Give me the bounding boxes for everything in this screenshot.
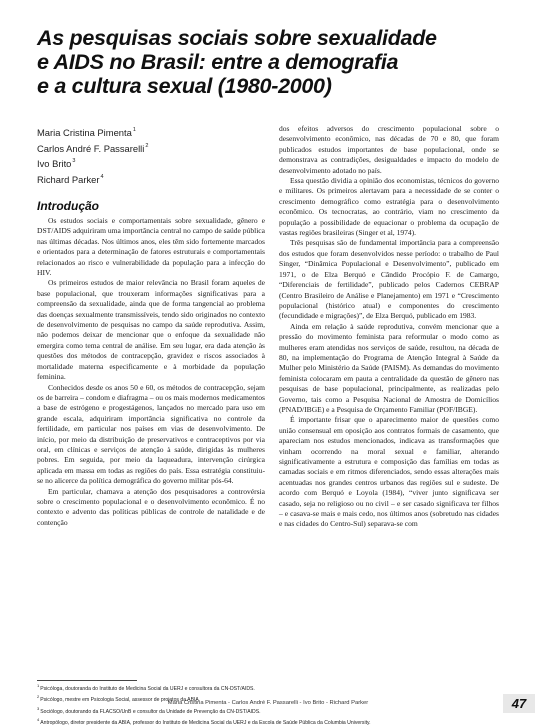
paragraph: dos efeitos adversos do crescimento populacional sobre o desenvolvimento econômico, nas décadas de 70 e 80, que foram publicados estudos importantes de base populacional, onde se demonstrava as contradições, desigualdades e impacto do modelo de desenvolvimento adotado no país. xyxy=(279,124,499,175)
footnote-marker: 2 xyxy=(145,142,149,149)
title-line-1: As pesquisas sociais sobre sexualidade xyxy=(37,26,437,50)
author: Richard Parker$^4$ xyxy=(37,173,104,185)
left-column xyxy=(37,216,265,528)
page-number: 47 xyxy=(511,696,527,711)
paragraph: Em particular, chamava a atenção dos pesquisadores a controvérsia sobre o crescimento populacional e o desenvolvimento econômico. É no contexto e advento das políticas públicas de controle de natalidade e de contenção xyxy=(37,486,265,527)
title-line-2: e AIDS no Brasil: entre a demografia xyxy=(37,50,399,74)
footnote: $^4$Antropólogo, diretor presidente da ABIA, professor do Instituto de Medicina Social da UERJ e da Escola de Saúde Pública da Columbia University. xyxy=(37,717,371,727)
footnote: $^3$Sociólogo, doutorando da FLACSO/UnB e consultor da Unidade de Prevenção da CN-DST/AIDS. xyxy=(37,705,261,715)
article-title xyxy=(37,26,507,98)
author: Ivo Brito$^3$ xyxy=(37,158,76,169)
paragraph: Os primeiros estudos de maior relevância no Brasil foram aqueles de base populacional, que trouxeram informações significativas para a compreensão da sexualidade, ainda que de forma tangencial ao problema das doenças sexualmente transmissíveis, tendo sido originados no contexto de desenvolvimento de pesquisas no campo da saúde reprodutiva. Assim, não podemos deixar de mencionar que o enfoque da sexualidade não emergira como tema central de análise. Em seu lugar, era dada atenção às questões dos métodos de contracepção, gravidez e riscos associados à mortalidade materna especificamente e à morbidade da população feminina. xyxy=(37,278,265,382)
title-line-3: e a cultura sexual (1980-2000) xyxy=(37,74,332,98)
running-footer: Maria Cristina Pimenta - Carlos André F. Passarelli - Ivo Brito - Richard Parker xyxy=(167,700,369,706)
footnote-marker: 1 xyxy=(132,127,136,133)
footnote: $^2$Psicólogo, mestre em Psicologia Social, assessor de projetos da ABIA. xyxy=(37,694,201,704)
author: Maria Cristina Pimenta$^1$ xyxy=(37,127,136,138)
right-column xyxy=(279,124,499,530)
paragraph: Três pesquisas são de fundamental importância para a compreensão dos estudos que foram desenvolvidos nesse período: o trabalho de Paul Singer, “Dinâmica Populacional e Desenvolvimento”, publicado em 1971, o de Elza Berquó e Cândido Procópio F. de Camargo, “Diferenciais de fertilidade”, publicado pelos Cadernos CEBRAP (Centro Brasileiro de Análise e Planejamento) em 1971 e “Crescimento populacional (histórico atual) e componentes do crescimento (fecundidade e migrações)”, de Elza Berquó, publicado em 1983. xyxy=(279,238,499,321)
paragraph: Conhecidos desde os anos 50 e 60, os métodos de contracepção, sejam os de barreira – condom e diafragma – ou os mais modernos medicamentos a base de estrógeno e progestágenos, lançados no mercado para uso em grande escala, adquiriram importância significativa no controle da fertilidade, em particular nos países em vias de desenvolvimento. De início, por meio da distribuição de preservativos e contraceptivos por via oral, em clínicas e serviços de atenção à saúde, dirigidas às mulheres pobres. Em seguida, por meio da laqueadura, intervenção cirúrgica aplicada em massa em todas as regiões do país. Essa estratégia constituiu-se no alicerce da política demográfica do governo militar pós-64. xyxy=(37,382,265,486)
footnote-marker: 3 xyxy=(72,158,76,164)
footnote-marker: 4 xyxy=(100,173,104,180)
footnote-divider xyxy=(37,680,137,681)
footnote: $^1$Psicóloga, doutoranda do Instituto de Medicina Social da UERJ e consultora da CN-DST/AIDS. xyxy=(37,683,255,692)
section-heading: Introdução xyxy=(37,199,99,213)
paragraph: Ainda em relação à saúde reprodutiva, convém mencionar que a pressão do movimento feminista para reformular o modo como as mulheres eram atendidas nos serviços de saúde, resultou, na década de 80, na implementação do Programa de Atenção Integral à Saúde da Mulher pelo Ministério da Saúde (PAISM). As demandas do movimento feminista colocaram em pauta a centralidade da questão de gênero nas pesquisas de base populacional, principalmente, as realizadas pelo Governo, tais como a Pesquisa Nacional de Amostra de Domicílios (PNAD/IBGE) e a Pesquisa de Orçamento Familiar (POF/IBGE). xyxy=(279,321,499,414)
author: Carlos André F. Passarelli$^2$ xyxy=(37,142,149,154)
paragraph: Essa questão dividia a opinião dos economistas, técnicos do governo e militares. Os primeiros alertavam para a necessidade de se conter o crescimento demográfico como estratégia para o desenvolvimento econômico. Os tecnocratas, ao contrário, viam no crescimento da população a possibilidade de equacionar o problema da ocupação de vastas regiões brasileiras (Singer et al, 1974). xyxy=(279,176,499,238)
paragraph: É importante frisar que o aparecimento maior de questões como união consensual em oposição aos contratos formais de casamento, que apareciam nos estudos mencionados, indicava as transformações que vinham ocorrendo na moral sexual e familiar, alterando significativamente a estrutura e composição das famílias em todas as camadas sociais e em ritmos diferenciados, sendo essas alterações mais acentuadas nos grandes centros urbanos das regiões sul e sudeste. De acordo com Berquó e Loyola (1984), “viver junto significava ser casado, seja no religioso ou no civil – e ser casado significava ter filhos – e casava-se mais e mais cedo, nos últimos anos (sobretudo nas cidades e nas cidades do Centro-Sul) separava-se com xyxy=(279,415,499,529)
paragraph: Os estudos sociais e comportamentais sobre sexualidade, gênero e DST/AIDS adquiriram uma importância central no campo de saúde pública nas últimas décadas. Nos últimos anos, eles têm sido fortemente marcados e orientados para a determinação de fatores estruturais e comportamentais relacionados ao risco e vulnerabilidade da população para a infecção do HIV. xyxy=(37,216,265,278)
author-list xyxy=(37,124,148,186)
